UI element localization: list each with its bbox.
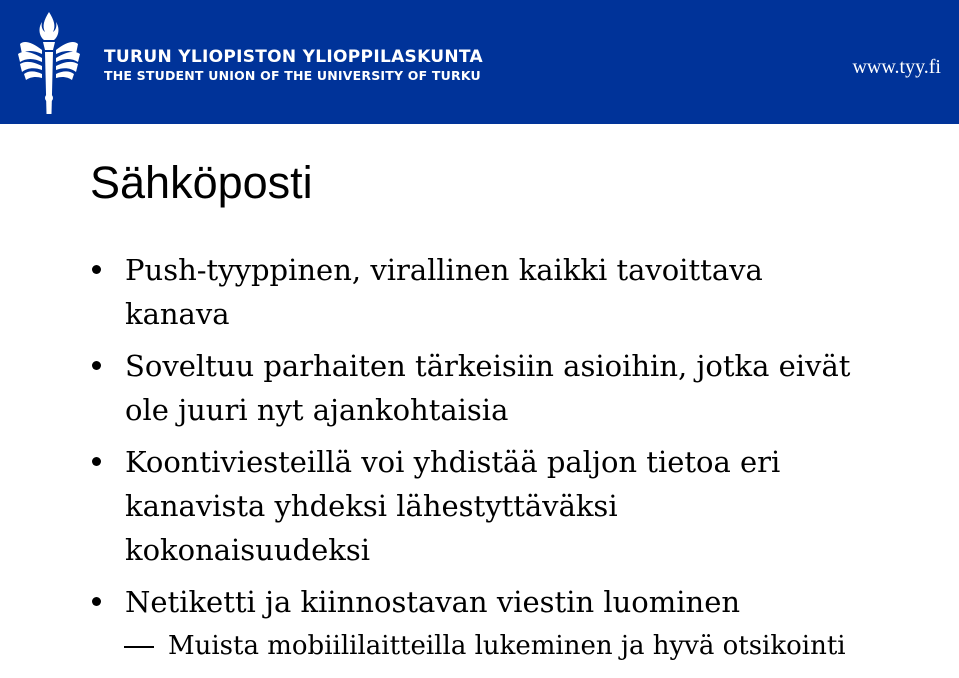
org-name-english: THE STUDENT UNION OF THE UNIVERSITY OF TURKU xyxy=(104,68,481,83)
sub-bullet-text: Muista mobiililaitteilla lukeminen ja hyvä otsikointi xyxy=(168,631,846,661)
bullet-dot-icon xyxy=(92,361,101,370)
bullet-dot-icon xyxy=(92,457,101,466)
org-name-finnish: TURUN YLIOPISTON YLIOPPILASKUNTA xyxy=(104,47,483,67)
bullet-item xyxy=(0,580,865,624)
dash-marker-icon xyxy=(124,646,154,648)
bullet-item xyxy=(0,248,865,336)
slide-header xyxy=(0,0,959,124)
slide-title: Sähköposti xyxy=(90,157,313,208)
bullet-text: Push-tyyppinen, virallinen kaikki tavoittava kanava xyxy=(125,253,763,331)
bullet-item xyxy=(0,344,865,432)
bullet-text: Soveltuu parhaiten tärkeisiin asioihin, jotka eivät ole juuri nyt ajankohtaisia xyxy=(125,349,851,427)
bullet-list xyxy=(0,248,959,664)
bullet-dot-icon xyxy=(92,265,101,274)
bullet-item xyxy=(0,440,865,572)
bullet-dot-icon xyxy=(92,597,101,606)
torch-wings-logo-icon xyxy=(14,10,84,118)
sub-bullet-item xyxy=(0,628,948,664)
website-url: www.tyy.fi xyxy=(852,56,941,78)
bullet-text: Koontiviesteillä voi yhdistää paljon tietoa eri kanavista yhdeksi lähestyttäväksi kokonaisuudeksi xyxy=(125,445,781,567)
bullet-text: Netiketti ja kiinnostavan viestin luominen xyxy=(125,585,741,619)
